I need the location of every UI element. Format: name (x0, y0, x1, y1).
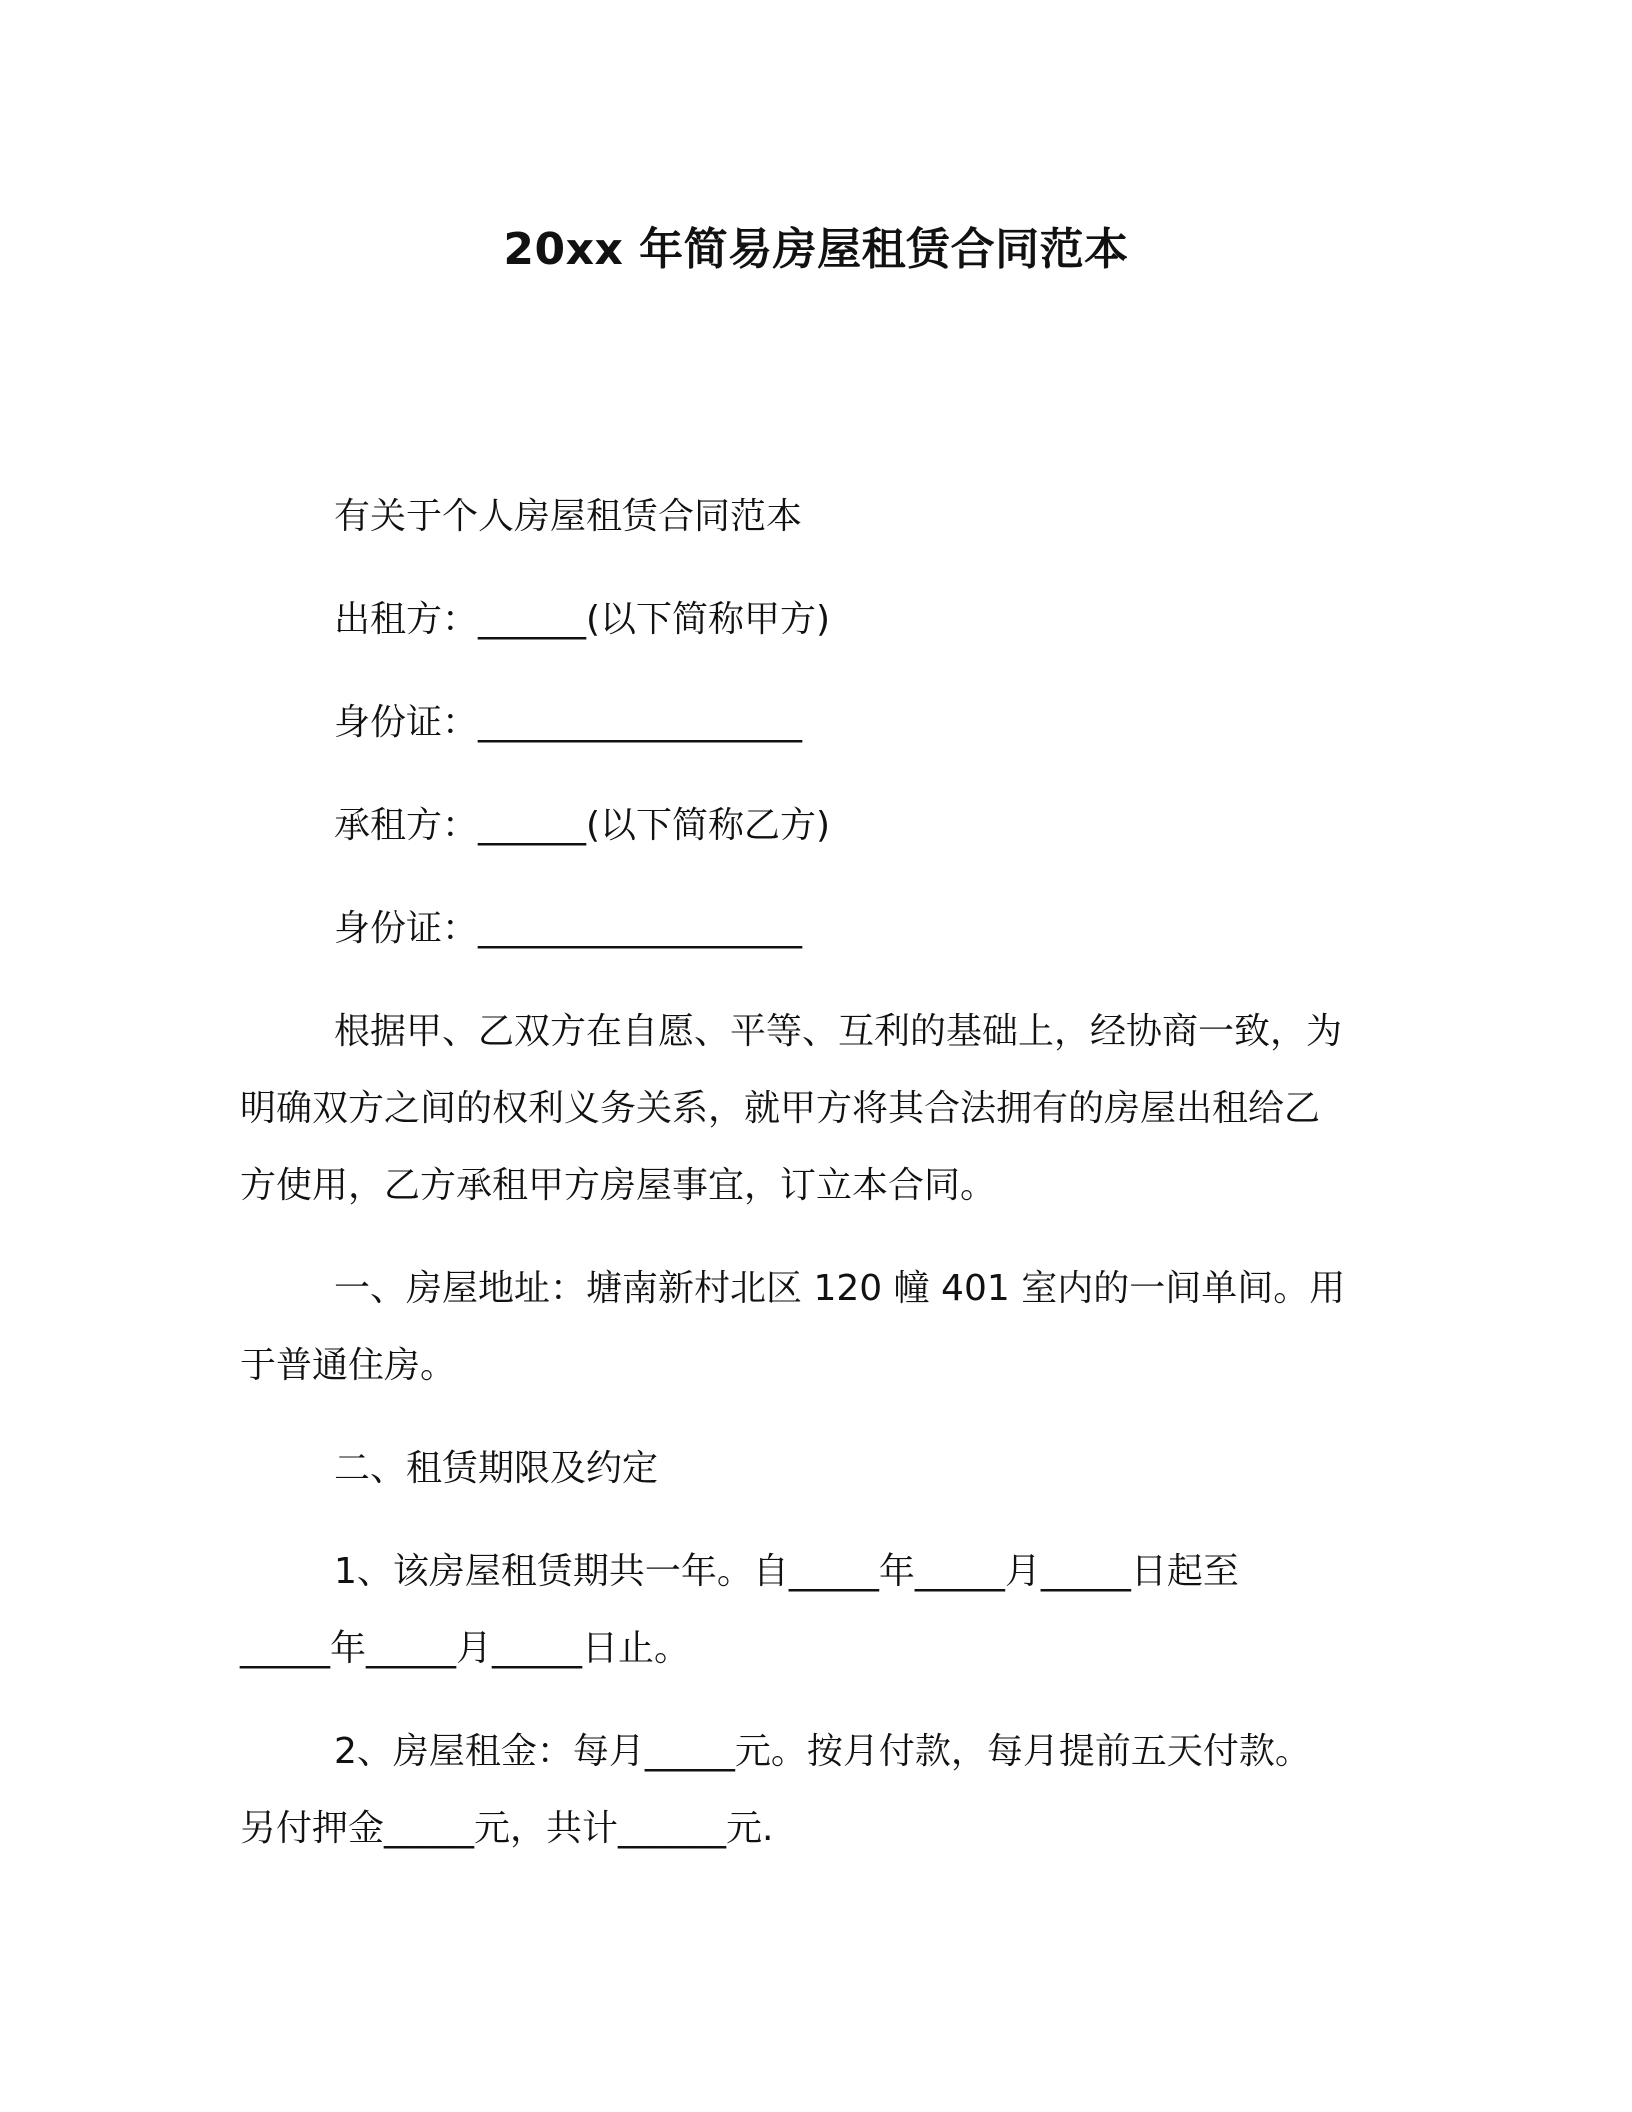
preamble-line-3: 方使用，乙方承租甲方房屋事宜，订立本合同。 (240, 1165, 997, 1206)
lessor-id-line: 身份证：__________________ (334, 702, 803, 743)
lessor-line: 出租方：______(以下简称甲方) (334, 599, 831, 640)
clause-1-line-2: 于普通住房。 (240, 1345, 457, 1386)
preamble-line-2: 明确双方之间的权利义务关系，就甲方将其合法拥有的房屋出租给乙 (240, 1088, 1321, 1129)
document-title: 20xx 年简易房屋租赁合同范本 (503, 224, 1129, 275)
clause-2-2-line-1: 2、房屋租金：每月_____元。按月付款，每月提前五天付款。 (334, 1731, 1311, 1772)
clause-2-1-line-2: _____年_____月_____日止。 (240, 1628, 691, 1669)
lessee-line: 承租方：______(以下简称乙方) (334, 805, 831, 846)
clause-1-line-1: 一、房屋地址：塘南新村北区 120 幢 401 室内的一间单间。用 (334, 1268, 1346, 1309)
subtitle: 有关于个人房屋租赁合同范本 (334, 496, 803, 537)
lessee-id-line: 身份证：__________________ (334, 908, 803, 949)
clause-2-1-line-1: 1、该房屋租赁期共一年。自_____年_____月_____日起至 (334, 1551, 1239, 1592)
preamble-line-1: 根据甲、乙双方在自愿、平等、互利的基础上，经协商一致，为 (334, 1011, 1343, 1052)
clause-2-heading: 二、租赁期限及约定 (334, 1448, 659, 1489)
clause-2-2-line-2: 另付押金_____元，共计______元. (240, 1808, 774, 1849)
